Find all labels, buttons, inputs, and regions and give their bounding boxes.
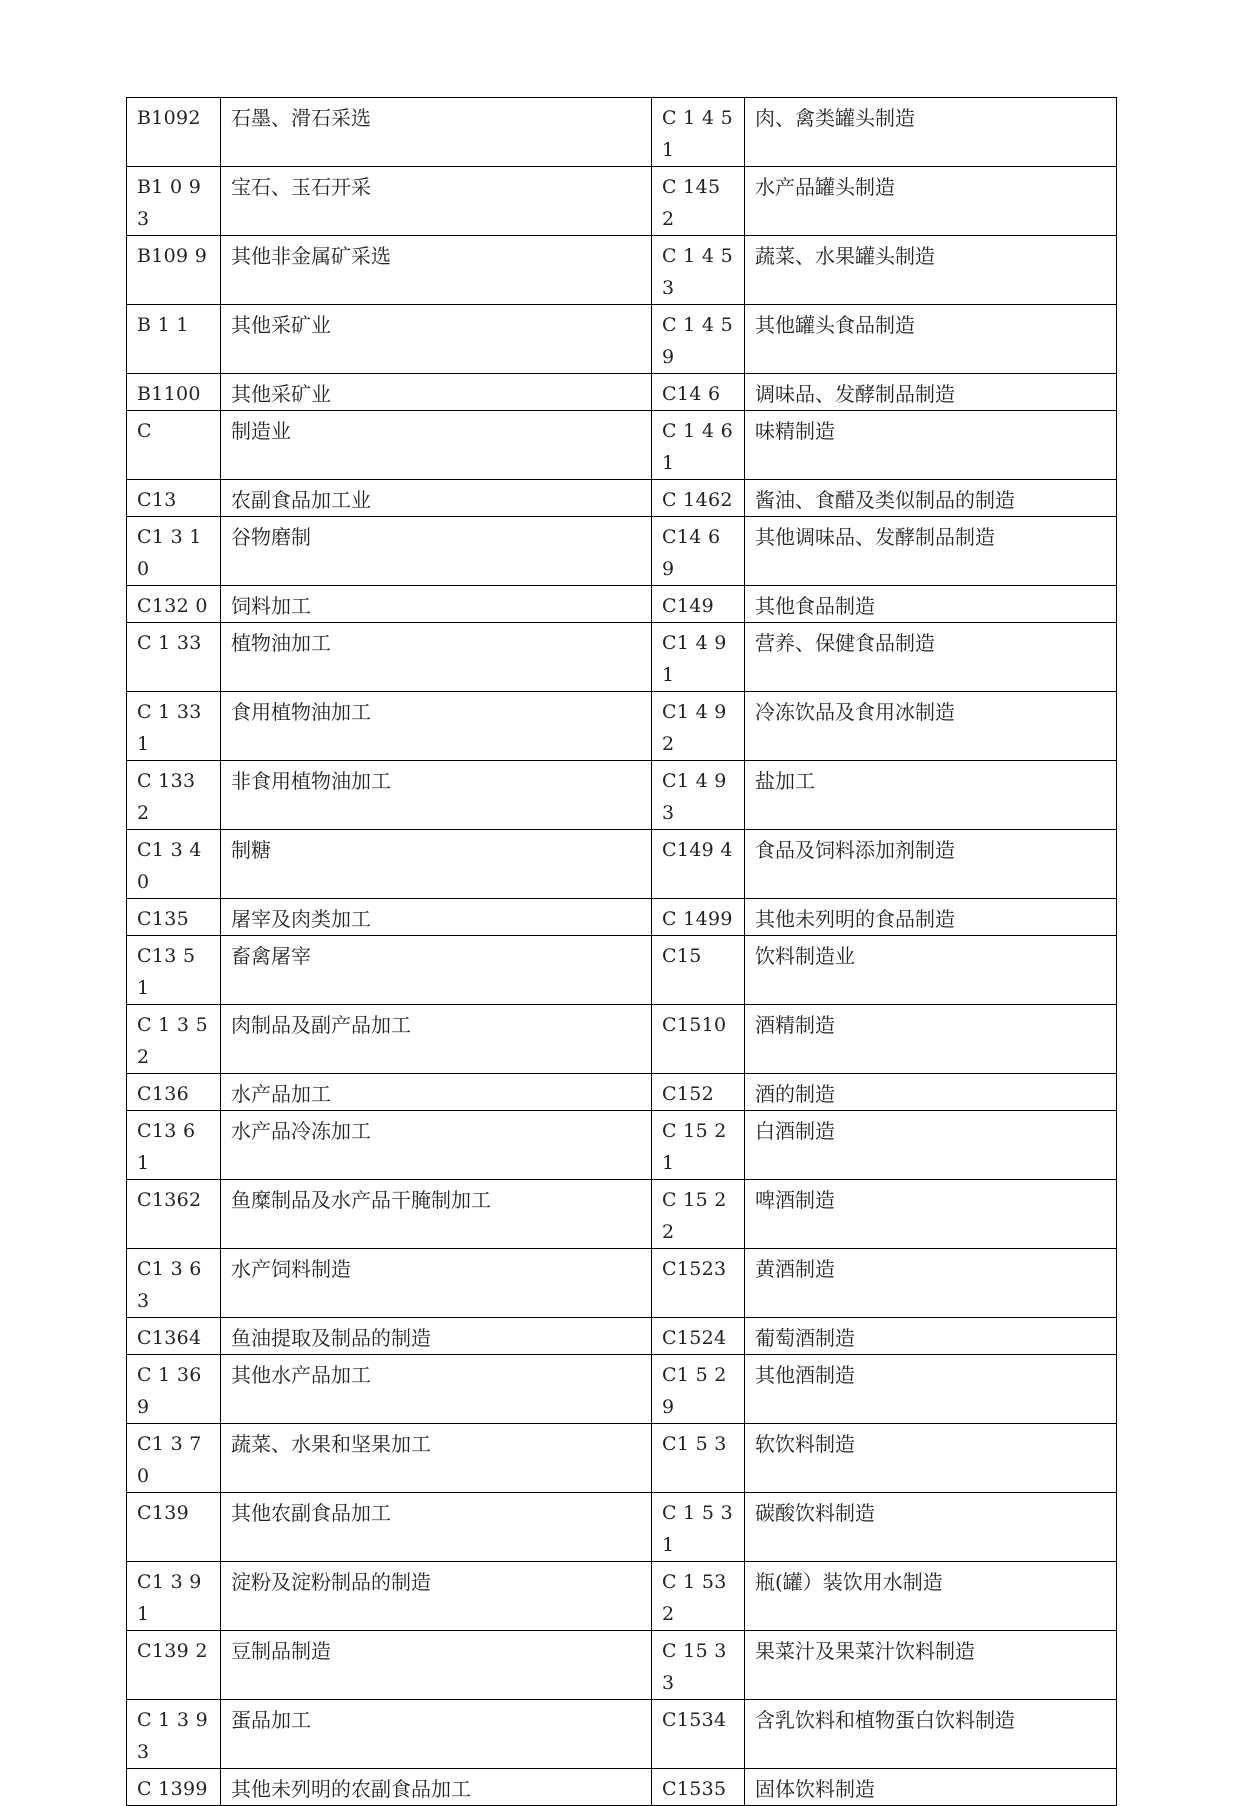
left-code-cell: C13	[127, 480, 221, 517]
left-name-cell: 鱼糜制品及水产品干腌制加工	[221, 1180, 652, 1249]
right-code-cell: C 15 2 1	[652, 1111, 745, 1180]
left-code-cell: C 1 33	[127, 623, 221, 692]
table-row	[127, 586, 1117, 623]
right-code-cell: C14 6 9	[652, 517, 745, 586]
table-row	[127, 1631, 1117, 1700]
left-code-cell: C139 2	[127, 1631, 221, 1700]
left-name-cell: 谷物磨制	[221, 517, 652, 586]
table-row	[127, 1424, 1117, 1493]
right-name-cell: 黄酒制造	[745, 1249, 1117, 1318]
left-name-cell: 农副食品加工业	[221, 480, 652, 517]
right-code-cell: C1 4 9 1	[652, 623, 745, 692]
table-row	[127, 1700, 1117, 1769]
left-name-cell: 制糖	[221, 830, 652, 899]
right-name-cell: 其他罐头食品制造	[745, 305, 1117, 374]
left-name-cell: 其他采矿业	[221, 305, 652, 374]
right-code-cell: C1 4 93	[652, 761, 745, 830]
right-name-cell: 葡萄酒制造	[745, 1318, 1117, 1355]
left-name-cell: 其他农副食品加工	[221, 1493, 652, 1562]
right-name-cell: 瓶(罐）装饮用水制造	[745, 1562, 1117, 1631]
table-row	[127, 692, 1117, 761]
right-code-cell: C 1 4 6 1	[652, 411, 745, 480]
right-code-cell: C1510	[652, 1005, 745, 1074]
right-code-cell: C1535	[652, 1769, 745, 1806]
left-name-cell: 水产品冷冻加工	[221, 1111, 652, 1180]
right-code-cell: C149	[652, 586, 745, 623]
table-row	[127, 899, 1117, 936]
right-name-cell: 蔬菜、水果罐头制造	[745, 236, 1117, 305]
right-code-cell: C 1 4 5 3	[652, 236, 745, 305]
table-row	[127, 1318, 1117, 1355]
left-name-cell: 植物油加工	[221, 623, 652, 692]
table-row	[127, 517, 1117, 586]
left-code-cell: C1364	[127, 1318, 221, 1355]
right-code-cell: C149 4	[652, 830, 745, 899]
right-code-cell: C 145 2	[652, 167, 745, 236]
left-name-cell: 肉制品及副产品加工	[221, 1005, 652, 1074]
left-name-cell: 蛋品加工	[221, 1700, 652, 1769]
right-code-cell: C 1462	[652, 480, 745, 517]
right-name-cell: 营养、保健食品制造	[745, 623, 1117, 692]
right-name-cell: 酱油、食醋及类似制品的制造	[745, 480, 1117, 517]
table-row	[127, 236, 1117, 305]
right-name-cell: 盐加工	[745, 761, 1117, 830]
left-code-cell: B109 9	[127, 236, 221, 305]
right-name-cell: 果菜汁及果菜汁饮料制造	[745, 1631, 1117, 1700]
table-row	[127, 1180, 1117, 1249]
right-name-cell: 调味品、发酵制品制造	[745, 374, 1117, 411]
right-code-cell: C 1 532	[652, 1562, 745, 1631]
table-row	[127, 374, 1117, 411]
left-name-cell: 非食用植物油加工	[221, 761, 652, 830]
right-name-cell: 味精制造	[745, 411, 1117, 480]
left-code-cell: C 1 3 93	[127, 1700, 221, 1769]
right-name-cell: 酒的制造	[745, 1074, 1117, 1111]
left-name-cell: 水产品加工	[221, 1074, 652, 1111]
right-code-cell: C1523	[652, 1249, 745, 1318]
left-name-cell: 鱼油提取及制品的制造	[221, 1318, 652, 1355]
table-row	[127, 936, 1117, 1005]
left-code-cell: C139	[127, 1493, 221, 1562]
left-code-cell: C135	[127, 899, 221, 936]
right-name-cell: 其他酒制造	[745, 1355, 1117, 1424]
right-name-cell: 酒精制造	[745, 1005, 1117, 1074]
left-name-cell: 饲料加工	[221, 586, 652, 623]
left-name-cell: 石墨、滑石采选	[221, 98, 652, 167]
left-name-cell: 淀粉及淀粉制品的制造	[221, 1562, 652, 1631]
left-code-cell: B1100	[127, 374, 221, 411]
left-code-cell: B1 0 9 3	[127, 167, 221, 236]
table-row	[127, 761, 1117, 830]
left-code-cell: B1092	[127, 98, 221, 167]
right-name-cell: 其他食品制造	[745, 586, 1117, 623]
table-row	[127, 1111, 1117, 1180]
left-name-cell: 蔬菜、水果和坚果加工	[221, 1424, 652, 1493]
left-name-cell: 其他未列明的农副食品加工	[221, 1769, 652, 1806]
right-code-cell: C1534	[652, 1700, 745, 1769]
left-code-cell: C 1 369	[127, 1355, 221, 1424]
right-code-cell: C1 5 29	[652, 1355, 745, 1424]
left-code-cell: C	[127, 411, 221, 480]
right-code-cell: C152	[652, 1074, 745, 1111]
right-code-cell: C1 4 9 2	[652, 692, 745, 761]
left-code-cell: C132 0	[127, 586, 221, 623]
left-code-cell: C1 3 1 0	[127, 517, 221, 586]
right-name-cell: 固体饮料制造	[745, 1769, 1117, 1806]
table-row	[127, 1562, 1117, 1631]
table-row	[127, 1074, 1117, 1111]
table-row	[127, 1769, 1117, 1806]
right-name-cell: 肉、禽类罐头制造	[745, 98, 1117, 167]
table-row	[127, 1249, 1117, 1318]
left-name-cell: 其他采矿业	[221, 374, 652, 411]
left-code-cell: C 133 2	[127, 761, 221, 830]
left-code-cell: C1 3 40	[127, 830, 221, 899]
right-name-cell: 碳酸饮料制造	[745, 1493, 1117, 1562]
table-row	[127, 1493, 1117, 1562]
left-code-cell: C 1 3 5 2	[127, 1005, 221, 1074]
right-code-cell: C 1 4 5 1	[652, 98, 745, 167]
left-code-cell: C1 3 9 1	[127, 1562, 221, 1631]
right-name-cell: 冷冻饮品及食用冰制造	[745, 692, 1117, 761]
industry-code-table	[126, 97, 1117, 1806]
table-row	[127, 1005, 1117, 1074]
left-code-cell: C 1399	[127, 1769, 221, 1806]
right-code-cell: C1524	[652, 1318, 745, 1355]
left-name-cell: 食用植物油加工	[221, 692, 652, 761]
left-code-cell: C1362	[127, 1180, 221, 1249]
table-row	[127, 411, 1117, 480]
left-code-cell: B 1 1	[127, 305, 221, 374]
left-name-cell: 屠宰及肉类加工	[221, 899, 652, 936]
right-code-cell: C 15 3 3	[652, 1631, 745, 1700]
left-code-cell: C13 5 1	[127, 936, 221, 1005]
left-code-cell: C1 3 70	[127, 1424, 221, 1493]
right-name-cell: 水产品罐头制造	[745, 167, 1117, 236]
right-name-cell: 食品及饲料添加剂制造	[745, 830, 1117, 899]
table-row	[127, 623, 1117, 692]
left-code-cell: C13 6 1	[127, 1111, 221, 1180]
left-code-cell: C1 3 63	[127, 1249, 221, 1318]
right-code-cell: C1 5 3	[652, 1424, 745, 1493]
table-row	[127, 167, 1117, 236]
table-row	[127, 98, 1117, 167]
left-code-cell: C 1 331	[127, 692, 221, 761]
right-name-cell: 其他调味品、发酵制品制造	[745, 517, 1117, 586]
table-row	[127, 480, 1117, 517]
right-name-cell: 含乳饮料和植物蛋白饮料制造	[745, 1700, 1117, 1769]
right-code-cell: C15	[652, 936, 745, 1005]
left-code-cell: C136	[127, 1074, 221, 1111]
table-row	[127, 305, 1117, 374]
left-name-cell: 畜禽屠宰	[221, 936, 652, 1005]
table-row	[127, 1355, 1117, 1424]
table-body	[127, 98, 1117, 1806]
right-code-cell: C 1 4 5 9	[652, 305, 745, 374]
right-name-cell: 软饮料制造	[745, 1424, 1117, 1493]
left-name-cell: 宝石、玉石开采	[221, 167, 652, 236]
left-name-cell: 水产饲料制造	[221, 1249, 652, 1318]
right-code-cell: C14 6	[652, 374, 745, 411]
left-name-cell: 豆制品制造	[221, 1631, 652, 1700]
left-name-cell: 其他非金属矿采选	[221, 236, 652, 305]
right-name-cell: 饮料制造业	[745, 936, 1117, 1005]
right-name-cell: 啤酒制造	[745, 1180, 1117, 1249]
right-code-cell: C 1 5 3 1	[652, 1493, 745, 1562]
right-code-cell: C 1499	[652, 899, 745, 936]
right-name-cell: 白酒制造	[745, 1111, 1117, 1180]
table-row	[127, 830, 1117, 899]
right-name-cell: 其他未列明的食品制造	[745, 899, 1117, 936]
right-code-cell: C 15 2 2	[652, 1180, 745, 1249]
left-name-cell: 其他水产品加工	[221, 1355, 652, 1424]
left-name-cell: 制造业	[221, 411, 652, 480]
